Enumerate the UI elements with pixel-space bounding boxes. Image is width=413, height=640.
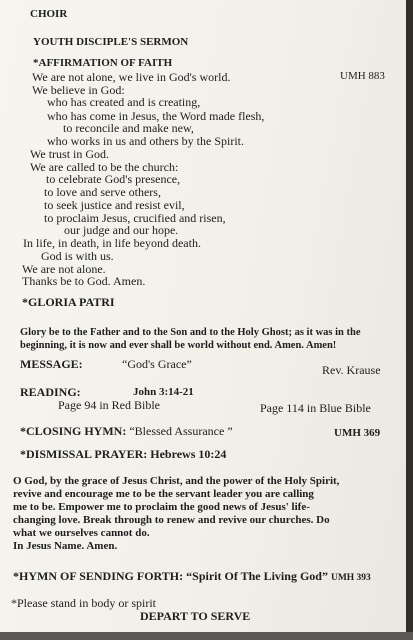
gloria-patri-title: *GLORIA PATRI — [22, 295, 115, 309]
reading-label: READING: — [20, 385, 81, 399]
dismissal-prayer-ref: Hebrews 10:24 — [150, 447, 227, 461]
affirmation-hymnal-ref: UMH 883 — [340, 70, 385, 82]
affirmation-line: We are called to be the church: — [30, 160, 179, 174]
sending-hymn-label: *HYMN OF SENDING FORTH: — [13, 569, 184, 583]
reading-reference: John 3:14-21 — [133, 386, 194, 398]
reading-blue-bible: Page 114 in Blue Bible — [260, 401, 371, 415]
prayer-line: In Jesus Name. Amen. — [13, 540, 118, 552]
depart-heading: DEPART TO SERVE — [140, 609, 251, 623]
closing-hymn-label: *CLOSING HYMN: — [20, 424, 127, 438]
affirmation-line: In life, in death, in life beyond death. — [23, 236, 201, 250]
affirmation-line: to reconcile and make new, — [63, 121, 194, 135]
prayer-line: me to be. Empower me to proclaim the good news of Jesus' life- — [13, 501, 310, 513]
closing-hymn-ref: UMH 369 — [334, 427, 381, 439]
affirmation-line: who has created and is creating, — [47, 95, 201, 109]
affirmation-line: who has come in Jesus, the Word made flesh, — [47, 109, 265, 123]
prayer-line: O God, by the grace of Jesus Christ, and the power of the Holy Spirit, — [13, 475, 340, 487]
sending-hymn — [13, 570, 371, 584]
affirmation-line: to proclaim Jesus, crucified and risen, — [44, 211, 226, 225]
page-shadow-edge — [406, 0, 413, 640]
prayer-line: revive and encourage me to be the servant leader you are calling — [13, 488, 314, 500]
affirmation-line: who works in us and others by the Spirit. — [47, 134, 244, 148]
affirmation-line: We are not alone. — [22, 262, 106, 276]
prayer-line: what we ourselves cannot do. — [13, 527, 150, 539]
dismissal-prayer-label: *DISMISSAL PRAYER: — [20, 447, 148, 461]
sending-hymn-ref: UMH 393 — [330, 573, 371, 583]
affirmation-line: We are not alone, we live in God's world. — [32, 70, 231, 84]
affirmation-line: to love and serve others, — [44, 185, 161, 199]
stand-note: *Please stand in body or spirit — [11, 596, 156, 610]
reading-red-bible: Page 94 in Red Bible — [58, 398, 160, 412]
page-bottom-edge — [0, 632, 413, 640]
gloria-patri-line: Glory be to the Father and to the Son and to the Holy Ghost; as it was in the — [20, 327, 361, 338]
affirmation-line: to celebrate God's presence, — [46, 172, 181, 186]
closing-hymn — [20, 425, 233, 437]
message-speaker: Rev. Krause — [322, 363, 381, 377]
message-title: “God's Grace” — [122, 357, 192, 371]
gloria-patri-line: beginning, it is now and ever shall be world without end. Amen. Amen! — [20, 340, 337, 351]
affirmation-line: God is with us. — [41, 249, 114, 263]
choir-heading: CHOIR — [30, 8, 68, 20]
affirmation-line: We trust in God. — [30, 147, 110, 161]
affirmation-title: *AFFIRMATION OF FAITH — [33, 57, 173, 69]
affirmation-line: Thanks be to God. Amen. — [22, 274, 146, 288]
affirmation-line: to seek justice and resist evil, — [44, 198, 185, 212]
affirmation-line: our judge and our hope. — [64, 223, 179, 237]
sermon-heading: YOUTH DISCIPLE'S SERMON — [33, 36, 189, 48]
dismissal-prayer-heading — [20, 448, 226, 460]
message-label: MESSAGE: — [20, 357, 83, 371]
sending-hymn-title: “Spirit Of The Living God” — [186, 569, 328, 583]
closing-hymn-title: “Blessed Assurance ” — [129, 424, 233, 438]
affirmation-line: We believe in God: — [32, 83, 125, 97]
prayer-line: changing love. Break through to renew and revive our churches. Do — [13, 514, 330, 526]
